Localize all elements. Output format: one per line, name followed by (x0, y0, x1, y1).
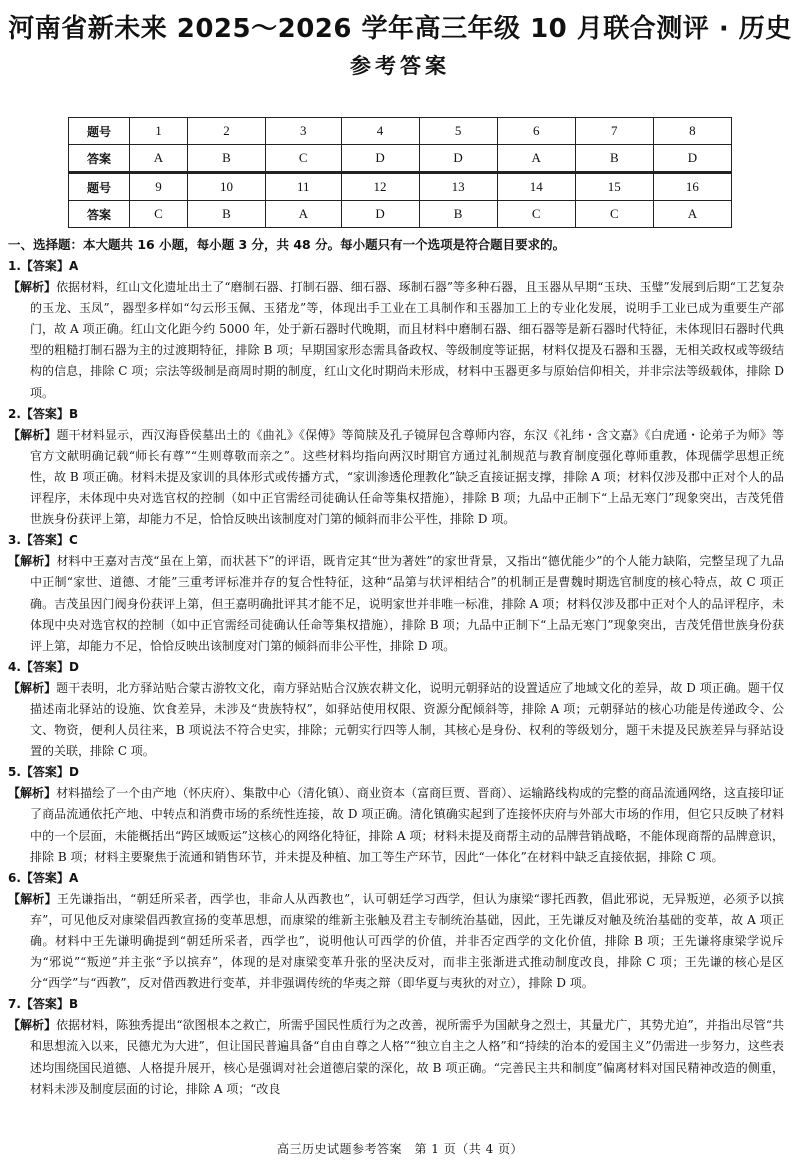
table-row-answers-2 (69, 201, 732, 228)
question-number-cell: 9 (130, 173, 188, 201)
answer-cell: D (341, 145, 419, 173)
answers-content (8, 256, 784, 1100)
row-label: 答案 (69, 145, 130, 173)
analysis-tag: 【解析】 (8, 554, 57, 569)
question-number: 3. (8, 533, 21, 548)
question-answer-line (8, 530, 784, 551)
analysis-text: 题干材料显示，西汉海昏侯墓出土的《曲礼》《保傅》等简牍及孔子镜屏包含尊师内容，东汉《礼纬・含文嘉》《白虎通・论弟子为师》等官方文献明确记载“师长有尊”“生则尊敬而亲之”。这些材料均指向两汉时期官方通过礼制规范与教育制度强化尊师重教，体现儒学思想正统性，故 B 项正确。材料未提及家训的具体形式或传播方式，“家训渗透伦理教化”缺乏直接证据支撑，排除 A 项；材料仅涉及郡中正对个人的品评程序，未体现中央对选官权的控制（如中正官需经司徒确认任命等集权措施），排除 B 项；九品中正制下“上品无寒门”现象突出，吉茂凭借世族身份获评上第，却能力不足，恰恰反映出该制度对门第的倾斜而非公平性，排除 D 项。 (30, 427, 784, 527)
analysis-text: 材料中王嘉对吉茂“虽在上第，而状甚下”的评语，既肯定其“世为著姓”的家世背景，又指出“德优能少”的个人能力缺陷，完整呈现了九品中正制“家世、道德、才能”三重考评标准并存的复合性特征，这种“品第与状评相结合”的机制正是曹魏时期选官制度的核心特点，故 C 项正确。吉茂虽因门阀身份获评上第，但王嘉明确批评其才能不足，说明家世并非唯一标准，排除 A 项；材料仅涉及郡中正对个人的品评程序，未体现中央对选官权的控制（如中正官需经司徒确认任命等集权措施），排除 B 项；九品中正制下“上品无寒门”现象突出，吉茂凭借世族身份获评上第，却能力不足，恰恰反映出该制度对门第的倾斜而非公平性，排除 D 项。 (30, 554, 784, 653)
question-answer-line (8, 404, 784, 425)
answer-tag: 【答案】 (20, 659, 69, 674)
analysis-paragraph (8, 678, 784, 762)
analysis-tag: 【解析】 (8, 280, 57, 295)
answer-tag: 【答案】 (20, 997, 69, 1012)
analysis-paragraph (8, 551, 784, 656)
analysis-paragraph (8, 783, 784, 867)
answer-cell: B (419, 201, 497, 228)
analysis-paragraph (8, 889, 784, 994)
answer-cell: B (575, 145, 653, 173)
page-footer: 高三历史试题参考答案 第 1 页（共 4 页） (276, 1142, 524, 1156)
answer-table (68, 117, 732, 228)
row-label: 题号 (69, 173, 130, 201)
answer-tag: 【答案】 (20, 765, 69, 780)
question-answer-line (8, 657, 784, 678)
analysis-text: 王先谦指出，“朝廷所采者，西学也，非命人从西教也”，认可朝廷学习西学，但认为康梁“谬托西教，倡此邪说，无异叛逆，必须予以摈弃”，可见他反对康梁倡西教宣扬的变革思想，而康梁的维新主张触及君主专制统治基础，因此，王先谦反对触及统治基础的变革，故 A 项正确。材料中王先谦明确提到“朝廷所采者，西学也”，说明他认可西学的价值，并非否定西学的文化价值，排除 B 项；王先谦将康梁学说斥为“邪说”“叛逆”并主张“予以摈弃”，体现的是对康梁变革升张的坚决反对，而非主张渐进式推动制度改良，排除 C 项；王先谦的核心是区分“西学”与“西教”，反对借西教进行变革，并非强调传统的华夷之辩（即华夏与夷狄的对立），排除 D 项。 (30, 891, 784, 991)
question-number-cell: 13 (419, 173, 497, 201)
question-number-cell: 3 (266, 118, 341, 145)
question-number-cell: 1 (130, 118, 188, 145)
question-number-cell: 2 (187, 118, 265, 145)
answer-cell: C (130, 201, 188, 228)
answer-tag: 【答案】 (20, 533, 69, 548)
section-heading: 一、选择题：本大题共 16 小题，每小题 3 分，共 48 分。每小题只有一个选项是符合题目要求的。 (8, 237, 566, 252)
question-number-cell: 15 (575, 173, 653, 201)
question-number-cell: 11 (266, 173, 341, 201)
question-answer-line (8, 762, 784, 783)
analysis-text: 依据材料，红山文化遗址出土了“磨制石器、打制石器、细石器、琢制石器”等多种石器，且玉器从早期“玉玦、玉璧”发展到后期“工艺复杂的玉龙、玉凤”，器型多样如“勾云形玉佩、玉猪龙”等，体现出手工业在工具制作和玉器加工上的专业化发展，说明手工业已成为重要生产部门，故 A 项正确。红山文化距今约 5000 年，处于新石器时代晚期，而且材料中磨制石器、细石器等是新石器时代特征，未体现旧石器时代典型的粗糙打制石器为主的过渡期特征，排除 B 项；早期国家形态需具备政权、等级制度等证据，材料仅提及石器和玉器，无相关政权或等级结构的信息，排除 C 项；宗法等级制是商周时期的制度，红山文化时期尚未形成，材料中玉器更多与原始信仰相关，并非宗法等级载体，排除 D 项。 (30, 280, 784, 400)
answer-value: D (68, 659, 79, 674)
answer-tag: 【答案】 (20, 870, 69, 885)
answer-cell: C (575, 201, 653, 228)
question-number: 6. (8, 870, 21, 885)
row-label: 题号 (69, 118, 130, 145)
answer-cell: B (187, 145, 265, 173)
analysis-text: 材料描绘了一个由产地（怀庆府）、集散中心（清化镇）、商业资本（富商巨贾、晋商）、运输路线构成的完整的商品流通网络，这直接印证了商品流通依托产地、中转点和消费市场的系统性连接，故 D 项正确。清化镇确实起到了连接怀庆府与外部大市场的作用，但它只反映了材料中的一个层面，未能概括出“跨区域贩运”这核心的网络化特征，排除 A 项；材料未提及商帮主动的品牌营销战略，不能体现商帮的品牌意识，排除 B 项；材料主要聚焦于流通和销售环节，并未提及种植、加工等生产环节，因此“一体化”在材料中缺乏直接依据，排除 C 项。 (30, 786, 784, 864)
answer-value: A (68, 870, 79, 885)
page-title: 河南省新未来 2025～2026 学年高三年级 10 月联合测评 · 历史 (8, 14, 792, 44)
answer-cell: A (653, 201, 731, 228)
answer-cell: D (653, 145, 731, 173)
analysis-paragraph (8, 277, 784, 404)
answer-cell: D (341, 201, 419, 228)
question-number-cell: 10 (187, 173, 265, 201)
answer-cell: B (187, 201, 265, 228)
analysis-tag: 【解析】 (8, 786, 57, 801)
question-number: 4. (8, 659, 21, 674)
answer-value: D (68, 765, 79, 780)
answer-value: A (68, 259, 79, 273)
question-number-cell: 5 (419, 118, 497, 145)
answer-tag: 【答案】 (20, 259, 69, 273)
question-number-cell: 8 (653, 118, 731, 145)
answer-cell: D (419, 145, 497, 173)
answer-cell: C (497, 201, 575, 228)
analysis-paragraph (8, 425, 784, 530)
question-number: 2. (8, 406, 21, 421)
question-number: 1. (8, 259, 21, 273)
question-number-cell: 7 (575, 118, 653, 145)
answer-tag: 【答案】 (20, 406, 69, 421)
question-number-cell: 4 (341, 118, 419, 145)
question-answer-line (8, 994, 784, 1015)
answer-cell: C (266, 145, 341, 173)
analysis-text: 依据材料，陈独秀提出“欲图根本之救亡，所需乎国民性质行为之改善，视所需乎为国献身之烈士，其量尤广，其势尤迫”，并指出尽管“共和思想流入以来，民德尤为大进”，但让国民普遍具备“自由自尊之人格”“独立自主之人格”和“持续的治本的爱国主义”仍需进一步努力，这些表述均围绕国民道德、人格提升展开，核心是强调对社会道德启蒙的深化，故 B 项正确。“完善民主共和制度”偏离材料对国民精神改造的侧重，材料未涉及制度层面的讨论，排除 A 项；“改良 (30, 1018, 784, 1096)
question-answer-line (8, 868, 784, 889)
page-subtitle: 参考答案 (350, 54, 450, 78)
question-number-cell: 6 (497, 118, 575, 145)
question-number: 5. (8, 765, 21, 780)
question-number-cell: 16 (653, 173, 731, 201)
row-label: 答案 (69, 201, 130, 228)
answer-cell: A (266, 201, 341, 228)
table-row-numbers-2 (69, 173, 732, 201)
table-row-numbers-1 (69, 118, 732, 145)
analysis-paragraph (8, 1015, 784, 1099)
analysis-tag: 【解析】 (8, 680, 57, 695)
answer-value: C (68, 533, 78, 548)
table-row-answers-1 (69, 145, 732, 173)
analysis-tag: 【解析】 (8, 891, 57, 906)
answer-cell: A (130, 145, 188, 173)
answer-value: B (68, 406, 79, 421)
answer-value: B (68, 997, 79, 1012)
question-number-cell: 12 (341, 173, 419, 201)
question-number: 7. (8, 997, 21, 1012)
analysis-tag: 【解析】 (8, 427, 57, 442)
question-answer-line (8, 256, 784, 277)
question-number-cell: 14 (497, 173, 575, 201)
analysis-text: 题干表明，北方驿站贴合蒙古游牧文化，南方驿站贴合汉族农耕文化，说明元朝驿站的设置适应了地域文化的差异，故 D 项正确。题干仅描述南北驿站的设施、饮食差异，未涉及“贵族特权”，如驿站使用权限、资源分配倾斜等，排除 A 项；元朝驿站的核心功能是传递政令、公文、物资，便利人员往来，B 项说法不符合史实，排除；元朝实行四等人制，其核心是身份、权利的等级划分，题干未提及民族差异与驿站设置的关联，排除 C 项。 (30, 680, 784, 759)
answer-cell: A (497, 145, 575, 173)
analysis-tag: 【解析】 (8, 1018, 57, 1033)
